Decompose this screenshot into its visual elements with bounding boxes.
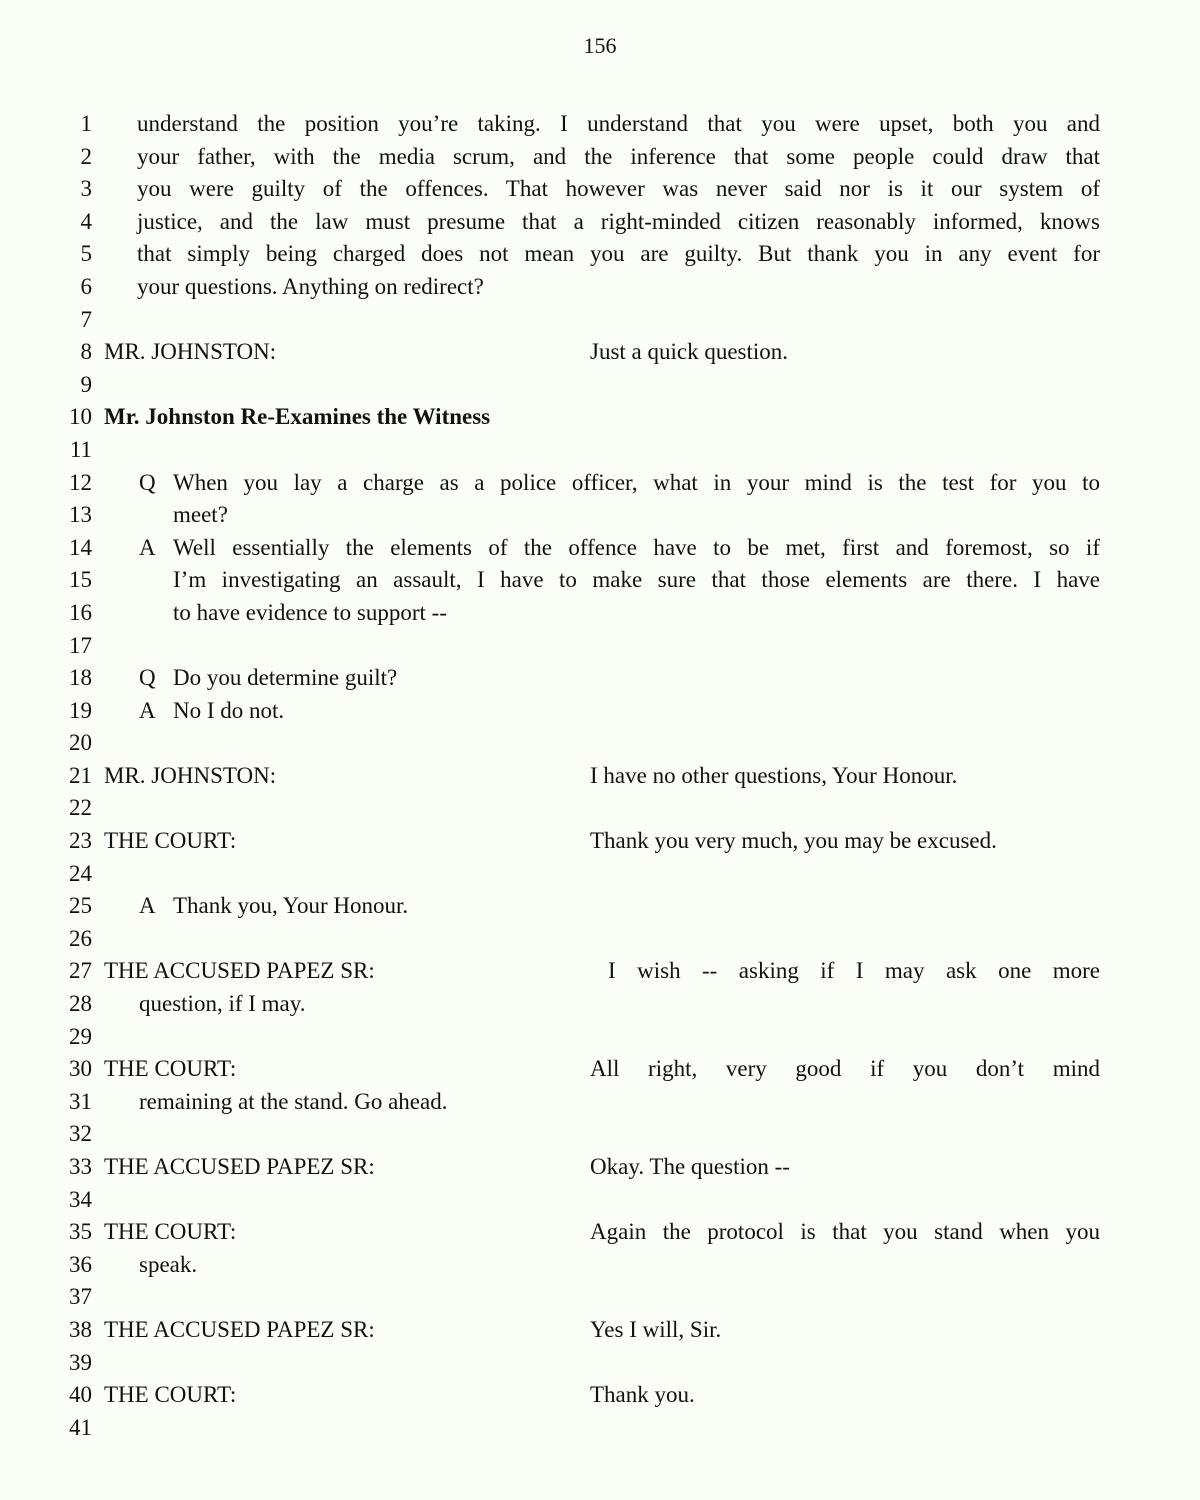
speaker-label: MR. JOHNSTON: <box>104 762 277 788</box>
line-number: 18 <box>69 665 92 691</box>
transcript-line <box>0 1347 1200 1380</box>
line-number: 11 <box>69 436 92 462</box>
transcript-line <box>0 369 1200 402</box>
line-number: 25 <box>69 893 92 919</box>
line-number: 1 <box>80 111 92 136</box>
speech-text: Yes I will, Sir. <box>590 1316 722 1342</box>
line-text: that simply being charged does not mean you are guilty. But thank you in any event for <box>137 241 1100 267</box>
line-text: justice, and the law must presume that a right-minded citizen reasonably informed, knows <box>137 208 1100 234</box>
transcript-line <box>0 238 1200 271</box>
line-text: to have evidence to support -- <box>173 599 447 625</box>
transcript-line <box>0 467 1200 500</box>
line-number: 6 <box>80 273 92 299</box>
transcript <box>0 108 1200 1444</box>
line-number: 9 <box>80 371 92 397</box>
answer-marker: A <box>139 697 156 723</box>
transcript-line <box>0 988 1200 1021</box>
line-number: 34 <box>69 1186 92 1212</box>
line-number: 15 <box>69 567 92 593</box>
transcript-line <box>0 1118 1200 1151</box>
line-number: 24 <box>69 860 92 886</box>
line-number: 16 <box>69 599 92 625</box>
transcript-line <box>0 597 1200 630</box>
speaker-label: THE COURT: <box>104 1382 237 1408</box>
speech-text: I wish -- asking if I may ask one more <box>608 958 1100 984</box>
transcript-line <box>0 662 1200 695</box>
speaker-label: THE ACCUSED PAPEZ SR: <box>104 1316 375 1342</box>
speech-text: Okay. The question -- <box>590 1154 790 1179</box>
line-text: question, if I may. <box>139 991 306 1017</box>
line-number: 30 <box>69 1056 92 1082</box>
transcript-line <box>0 923 1200 956</box>
speaker-label: THE COURT: <box>104 828 237 854</box>
line-number: 35 <box>69 1219 92 1245</box>
line-number: 39 <box>69 1349 92 1375</box>
transcript-line <box>0 955 1200 988</box>
speech-text: Thank you very much, you may be excused. <box>590 828 997 854</box>
transcript-line <box>0 695 1200 728</box>
transcript-line <box>0 141 1200 174</box>
question-marker: Q <box>139 469 156 495</box>
speech-text: I have no other questions, Your Honour. <box>590 762 958 788</box>
transcript-line <box>0 727 1200 760</box>
line-number: 33 <box>69 1154 92 1179</box>
transcript-line <box>0 1412 1200 1445</box>
speaker-label: MR. JOHNSTON: <box>104 339 277 365</box>
line-number: 22 <box>69 795 92 821</box>
line-text: speak. <box>139 1251 198 1277</box>
line-number: 41 <box>69 1414 92 1440</box>
line-number: 13 <box>69 502 92 528</box>
line-number: 3 <box>80 176 92 202</box>
line-number: 10 <box>69 404 92 430</box>
transcript-line <box>0 564 1200 597</box>
transcript-line <box>0 401 1200 434</box>
line-text: I’m investigating an assault, I have to make sure that those elements are there. I have <box>173 567 1100 593</box>
line-number: 7 <box>80 306 92 332</box>
line-number: 27 <box>69 958 92 984</box>
answer-text: No I do not. <box>173 697 285 723</box>
transcript-line <box>0 532 1200 565</box>
line-text: your questions. Anything on redirect? <box>137 273 484 299</box>
speaker-label: THE COURT: <box>104 1056 237 1082</box>
transcript-line <box>0 1216 1200 1249</box>
section-heading: Mr. Johnston Re-Examines the Witness <box>104 404 491 430</box>
line-number: 4 <box>80 208 92 234</box>
line-text: you were guilty of the offences. That however was never said nor is it our system of <box>137 176 1100 202</box>
answer-text: Well essentially the elements of the offence have to be met, first and foremost, so if <box>173 534 1100 560</box>
line-number: 37 <box>69 1284 92 1310</box>
question-marker: Q <box>139 665 156 691</box>
page-number: 156 <box>583 33 617 58</box>
speaker-label: THE COURT: <box>104 1219 237 1245</box>
line-number: 5 <box>80 241 92 267</box>
line-number: 26 <box>69 925 92 951</box>
transcript-line <box>0 173 1200 206</box>
speech-text: Again the protocol is that you stand when you <box>590 1219 1100 1245</box>
transcript-line <box>0 1151 1200 1184</box>
line-number: 32 <box>69 1121 92 1147</box>
line-number: 2 <box>80 143 92 169</box>
speech-text: All right, very good if you don’t mind <box>590 1056 1100 1082</box>
transcript-line <box>0 206 1200 239</box>
line-text: understand the position you’re taking. I understand that you were upset, both you and <box>137 111 1100 136</box>
line-number: 28 <box>69 991 92 1017</box>
transcript-line <box>0 1184 1200 1217</box>
transcript-line <box>0 858 1200 891</box>
transcript-line <box>0 1086 1200 1119</box>
line-text: meet? <box>173 502 228 528</box>
line-text: your father, with the media scrum, and the inference that some people could draw that <box>137 143 1100 169</box>
transcript-line <box>0 1314 1200 1347</box>
transcript-line <box>0 630 1200 663</box>
transcript-line <box>0 760 1200 793</box>
question-text: Do you determine guilt? <box>173 665 398 691</box>
question-text: When you lay a charge as a police officer, what in your mind is the test for you to <box>173 469 1100 495</box>
answer-text: Thank you, Your Honour. <box>173 893 409 919</box>
line-number: 20 <box>69 730 92 756</box>
line-number: 21 <box>69 762 92 788</box>
transcript-line <box>0 108 1200 141</box>
transcript-line <box>0 1379 1200 1412</box>
transcript-line <box>0 1053 1200 1086</box>
transcript-line <box>0 1021 1200 1054</box>
transcript-line <box>0 499 1200 532</box>
line-number: 31 <box>69 1088 92 1114</box>
line-number: 29 <box>69 1023 92 1049</box>
transcript-line <box>0 1249 1200 1282</box>
line-number: 12 <box>69 469 92 495</box>
line-text: remaining at the stand. Go ahead. <box>139 1088 448 1114</box>
line-number: 17 <box>69 632 92 658</box>
line-number: 8 <box>80 339 92 365</box>
line-number: 36 <box>69 1251 92 1277</box>
speech-text: Thank you. <box>590 1382 695 1408</box>
speech-text: Just a quick question. <box>590 339 789 365</box>
speaker-label: THE ACCUSED PAPEZ SR: <box>104 958 375 984</box>
line-number: 40 <box>69 1382 92 1408</box>
transcript-line <box>0 825 1200 858</box>
transcript-line <box>0 792 1200 825</box>
speaker-label: THE ACCUSED PAPEZ SR: <box>104 1154 375 1179</box>
answer-marker: A <box>139 534 156 560</box>
transcript-line <box>0 890 1200 923</box>
transcript-line <box>0 1281 1200 1314</box>
transcript-line <box>0 304 1200 337</box>
line-number: 38 <box>69 1316 92 1342</box>
line-number: 19 <box>69 697 92 723</box>
answer-marker: A <box>139 893 156 919</box>
transcript-line <box>0 271 1200 304</box>
transcript-line <box>0 434 1200 467</box>
line-number: 14 <box>69 534 92 560</box>
transcript-line <box>0 336 1200 369</box>
line-number: 23 <box>69 828 92 854</box>
